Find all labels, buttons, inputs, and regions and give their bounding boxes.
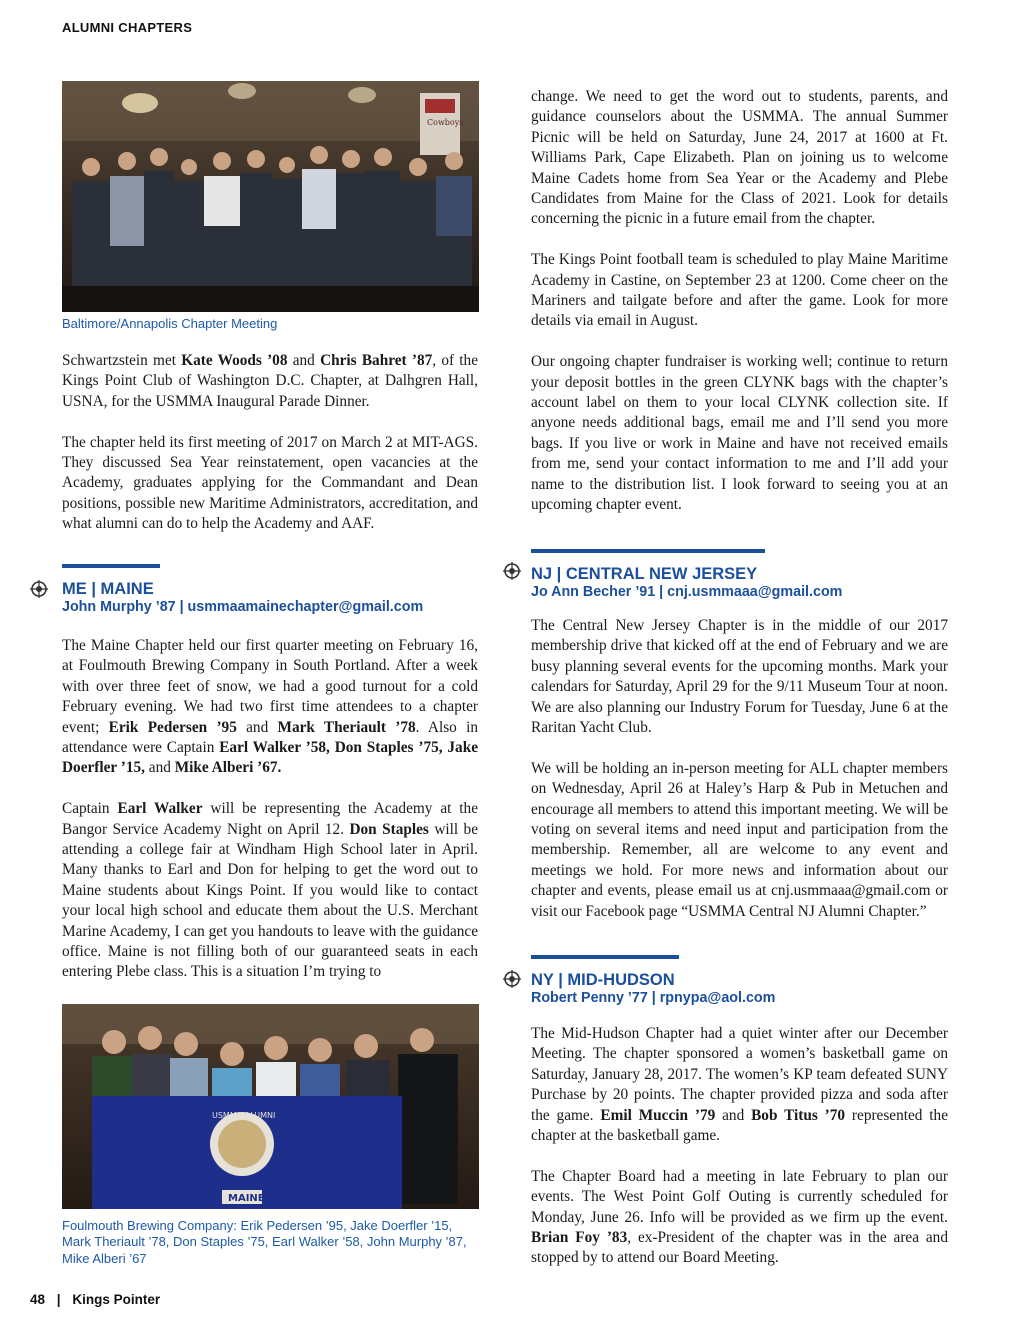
ny-contact: Robert Penny ’77 | rpnypa@aol.com <box>531 990 776 1006</box>
nj-paragraph-2: We will be holding an in-person meeting for ALL chapter members on Wednesday, April 26 at Haley’s Harp & Pub in Metuchen and encourage all members to attend this important meeting. We will be voting on several items and need input and participation from the membership. Remember, all are welcome to any event and meetings we hold. For more news and information about our chapter and events, please email us at cnj.usmmaaa@gmail.com or visit our Facebook page “USMMA Central NJ Alumni Chapter.” <box>531 759 948 920</box>
bottom-photo-caption: Foulmouth Brewing Company: Erik Pedersen ’95, Jake Doerfler ’15, Mark Theriault ’78, Don Staples ’75, Earl Walker ’58, John Murphy ’87, Mike Alberi ’67 <box>62 1218 467 1266</box>
section-accent-bar <box>62 564 160 568</box>
right-paragraph-3: Our ongoing chapter fundraiser is working well; continue to return your deposit bottles in the green CLYNK bags with the chapter’s account label on them to your local CLYNK collection site. If anyone needs additional bags, email me and I’ll send you more bags. If you live or work in Maine and have not received emails from me, send your contact information to me and I’ll add your name to the distribution list. I look forward to seeing you at an upcoming chapter event. <box>531 353 948 514</box>
left-intro-text <box>62 351 478 555</box>
maine-paragraph-2: Captain Earl Walker will be representing the Academy at the Bangor Service Academy Night on April 12. Don Staples will be attending a college fair at Windham High School later in April. Many thanks to Earl and Don for helping to get the word out to Maine students about Kings Point. If you would like to contact your local high school and educate them about the U.S. Merchant Marine Academy, I can get you handouts to leave with the guidance office. Maine is not filling both of our guaranteed seats in each entering Plebe class. This is a situation I’m trying to <box>62 800 478 981</box>
maine-text <box>62 636 478 1003</box>
foulmouth-brewing-photo <box>62 1004 479 1209</box>
ny-title: NY | MID-HUDSON <box>531 971 675 989</box>
wall-sign-text: Cowboys <box>427 118 464 127</box>
maine-contact: John Murphy ’87 | usmmaamainechapter@gmail.com <box>62 599 424 615</box>
ny-paragraph-2: The Chapter Board had a meeting in late February to plan our events. The West Point Golf Outing is currently scheduled for Monday, June 26. Info will be provided as we firm up the event. Brian Foy ’83, ex-President of the chapter was in the area and stopped by to attend our Board Meeting. <box>531 1167 948 1267</box>
baltimore-chapter-photo <box>62 81 479 312</box>
nj-section-header <box>531 549 951 601</box>
publication-name: Kings Pointer <box>72 1292 161 1307</box>
flag-seal-text: USMMA ALUMNI <box>212 1111 276 1120</box>
maine-section-header <box>62 564 482 616</box>
right-paragraph-2: The Kings Point football team is scheduled to play Maine Maritime Academy in Castine, on September 23 at 1200. Come cheer on the Mariners and tailgate before and after the game. Look for more details via email in August. <box>531 251 948 330</box>
top-photo-caption: Baltimore/Annapolis Chapter Meeting <box>62 316 278 331</box>
nj-text <box>531 616 948 942</box>
section-header: ALUMNI CHAPTERS <box>62 20 193 35</box>
nj-paragraph-1: The Central New Jersey Chapter is in the middle of our 2017 membership drive that kicked off at the end of February and we are busy planning several events for the upcoming months. Mark your calendars for Saturday, April 29 for the 9/11 Museum Tour at noon. We are also planning our Industry Forum for Tuesday, June 6 at the Raritan Yacht Club. <box>531 617 948 737</box>
footer-separator: | <box>56 1292 61 1307</box>
maine-paragraph-1: The Maine Chapter held our first quarter meeting on February 16, at Foulmouth Brewing Company in South Portland. After a week with over three feet of snow, we had a good turnout for a cold February evening. We had two first time attendees to a chapter event; Erik Pedersen ’95 and Mark Theriault ’78. Also in attendance were Captain Earl Walker ’58, Don Staples ’75, Jake Doerfler ’15, and Mike Alberi ’67. <box>62 637 478 777</box>
ny-section-header <box>531 955 951 1007</box>
section-accent-bar <box>531 549 765 553</box>
right-top-text <box>531 87 948 536</box>
group-photo-illustration <box>62 81 479 312</box>
crosshair-icon <box>503 562 521 580</box>
nj-contact: Jo Ann Becher ’91 | cnj.usmmaaa@gmail.com <box>531 584 843 600</box>
page-number: 48 <box>30 1292 46 1307</box>
nj-title: NJ | CENTRAL NEW JERSEY <box>531 565 758 583</box>
ny-paragraph-1: The Mid-Hudson Chapter had a quiet winter after our December Meeting. The chapter sponsored a women’s basketball game on Saturday, January 28, 2017. The women’s KP team defeated SUNY Purchase by 20 points. The chapter provided pizza and soda after the game. Emil Muccin ’79 and Bob Titus ’70 represented the chapter at the basketball game. <box>531 1025 948 1145</box>
right-paragraph-1: change. We need to get the word out to students, parents, and guidance counselors about the USMMA. The annual Summer Picnic will be held on Saturday, June 24, 2017 at 1600 at Ft. Williams Park, Cape Elizabeth. Plan on joining us to welcome Maine Cadets home from Sea Year or the Academy and Plebe Candidates from Maine for the Class of 2021. Look for details concerning the picnic in a future email from the chapter. <box>531 88 948 228</box>
flag-maine-text: MAINE <box>228 1193 265 1204</box>
ny-text <box>531 1024 948 1289</box>
page-footer <box>30 1292 160 1307</box>
section-accent-bar <box>531 955 679 959</box>
intro-paragraph-1: Schwartzstein met Kate Woods ’08 and Chris Bahret ’87, of the Kings Point Club of Washington D.C. Chapter, at Dalhgren Hall, USNA, for the USMMA Inaugural Parade Dinner. <box>62 352 478 410</box>
crosshair-icon <box>503 970 521 988</box>
maine-title: ME | MAINE <box>62 580 154 598</box>
intro-paragraph-2: The chapter held its first meeting of 2017 on March 2 at MIT-AGS. They discussed Sea Year reinstatement, open vacancies at the Academy, graduates applying for the Commandant and Dean positions, possible new Maritime Administrators, accreditation, and what alumni can do to help the Academy and AAF. <box>62 433 478 533</box>
crosshair-icon <box>30 580 48 598</box>
group-flag-photo-illustration <box>62 1004 479 1209</box>
